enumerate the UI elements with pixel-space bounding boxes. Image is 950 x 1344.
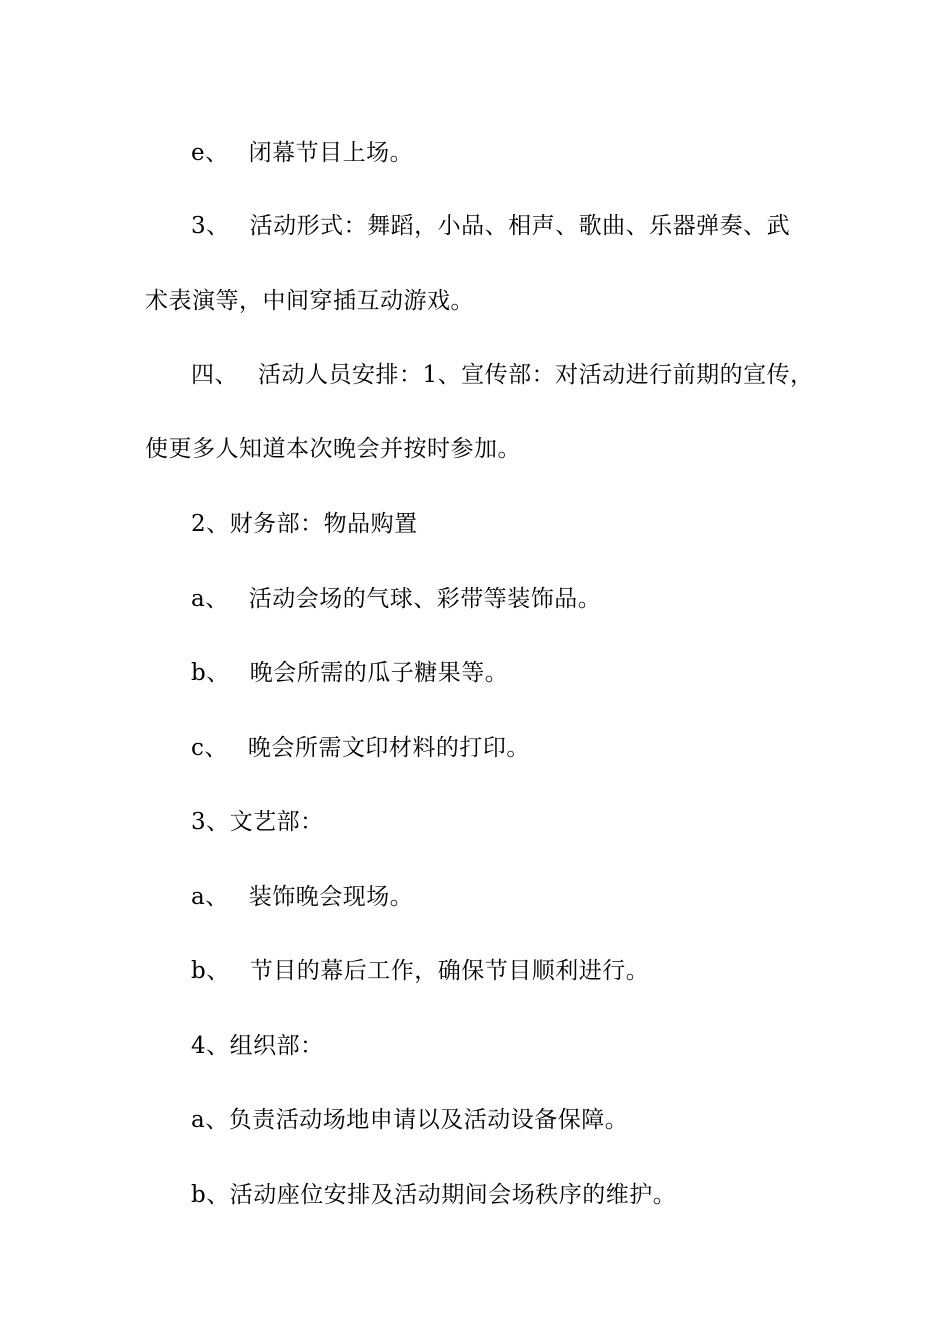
paragraph-line: [191, 882, 413, 912]
paragraph-text: 3、文艺部：: [191, 809, 324, 835]
list-marker: 四、: [191, 362, 238, 388]
paragraph-text: 闭幕节目上场。: [248, 140, 414, 166]
paragraph-line: [191, 138, 413, 168]
paragraph-text: 节目的幕后工作，确保节目顺利进行。: [249, 958, 650, 984]
paragraph-text: 活动会场的气球、彩带等装饰品。: [248, 586, 602, 612]
paragraph-text: 使更多人知道本次晚会并按时参加。: [145, 436, 521, 462]
list-marker: e、: [191, 140, 229, 166]
list-marker: a、: [191, 586, 229, 612]
paragraph-text: b、活动座位安排及活动期间会场秩序的维护。: [191, 1182, 677, 1208]
paragraph-text: 4、组织部：: [191, 1033, 324, 1059]
list-marker: b、: [191, 660, 230, 686]
paragraph-line: [191, 211, 790, 241]
paragraph-line: [191, 1180, 676, 1210]
list-marker: 3、: [191, 213, 230, 239]
paragraph-line: [191, 1105, 628, 1135]
paragraph-line: [191, 360, 814, 390]
paragraph-line: [191, 658, 508, 688]
paragraph-line: [191, 733, 530, 763]
paragraph-line: [191, 807, 324, 837]
paragraph-text: 活动形式：舞蹈，小品、相声、歌曲、乐器弹奏、武: [249, 213, 791, 239]
paragraph-continuation: [145, 434, 521, 464]
list-marker: c、: [191, 735, 228, 761]
paragraph-line: [191, 1031, 324, 1061]
list-marker: a、: [191, 884, 229, 910]
paragraph-text: 晚会所需的瓜子糖果等。: [249, 660, 509, 686]
paragraph-text: 装饰晚会现场。: [248, 884, 414, 910]
paragraph-line: [191, 956, 649, 986]
paragraph-line: [191, 584, 601, 614]
paragraph-continuation: [145, 286, 474, 316]
paragraph-text: 术表演等，中间穿插互动游戏。: [145, 288, 474, 314]
paragraph-text: a、负责活动场地申请以及活动设备保障。: [191, 1107, 629, 1133]
list-marker: b、: [191, 958, 230, 984]
paragraph-text: 晚会所需文印材料的打印。: [247, 735, 530, 761]
paragraph-text: 活动人员安排：1、宣传部：对活动进行前期的宣传，: [258, 362, 814, 388]
paragraph-line: [191, 509, 418, 539]
paragraph-text: 2、财务部：物品购置: [191, 511, 418, 537]
